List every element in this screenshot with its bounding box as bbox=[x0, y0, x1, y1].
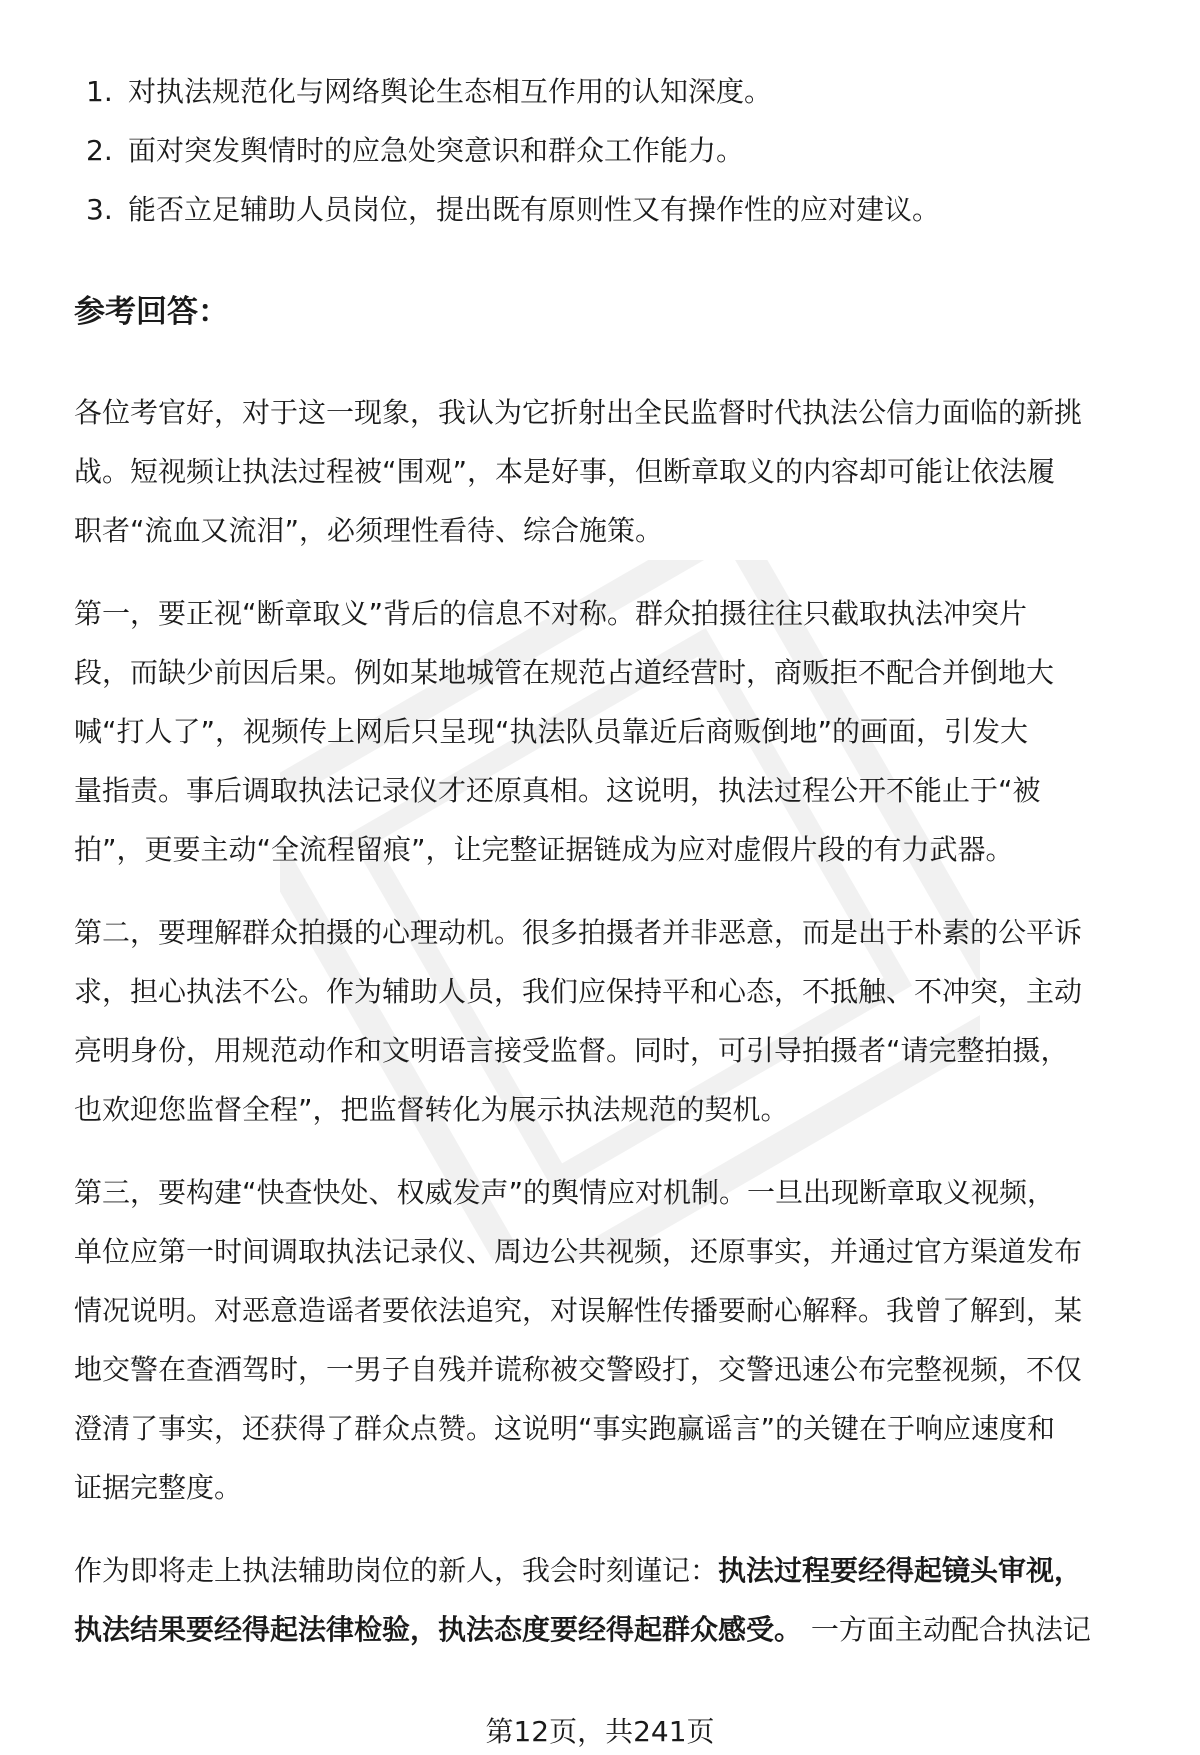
paragraph-line: 第二，要理解群众拍摄的心理动机。很多拍摄者并非恶意，而是出于朴素的公平诉 bbox=[74, 916, 1083, 949]
list-item bbox=[86, 62, 1154, 121]
third-point-paragraph bbox=[74, 1163, 1154, 1517]
closing-emphasis-text: 执法过程要经得起镜头审视， bbox=[718, 1554, 1083, 1587]
paragraph-line: 也欢迎您监督全程”，把监督转化为展示执法规范的契机。 bbox=[74, 1093, 789, 1126]
paragraph-line: 拍”，更要主动“全流程留痕”，让完整证据链成为应对虚假片段的有力武器。 bbox=[74, 833, 1014, 866]
second-point-paragraph bbox=[74, 903, 1154, 1139]
paragraph-line: 求，担心执法不公。作为辅助人员，我们应保持平和心态，不抵触、不冲突，主动 bbox=[74, 975, 1083, 1008]
closing-plain-text: 一方面主动配合执法记 bbox=[802, 1613, 1091, 1646]
paragraph-line: 职者“流血又流泪”，必须理性看待、综合施策。 bbox=[74, 514, 664, 547]
list-item-text: 能否立足辅助人员岗位，提出既有原则性又有操作性的应对建议。 bbox=[128, 193, 941, 226]
paragraph-line: 各位考官好，对于这一现象，我认为它折射出全民监督时代执法公信力面临的新挑 bbox=[74, 396, 1083, 429]
evaluation-criteria-list bbox=[74, 62, 1154, 239]
document-content bbox=[74, 62, 1154, 1659]
list-item-text: 对执法规范化与网络舆论生态相互作用的认知深度。 bbox=[128, 75, 773, 108]
closing-paragraph bbox=[74, 1541, 1154, 1659]
paragraph-line: 单位应第一时间调取执法记录仪、周边公共视频，还原事实，并通过官方渠道发布 bbox=[74, 1235, 1083, 1268]
paragraph-line: 第一，要正视“断章取义”背后的信息不对称。群众拍摄往往只截取执法冲突片 bbox=[74, 597, 1028, 630]
page-number-footer: 第12页，共241页 bbox=[485, 1715, 715, 1748]
list-item-number: 1. bbox=[86, 75, 113, 108]
paragraph-line: 地交警在查酒驾时，一男子自残并谎称被交警殴打，交警迅速公布完整视频，不仅 bbox=[74, 1353, 1083, 1386]
paragraph-line: 证据完整度。 bbox=[74, 1471, 243, 1504]
paragraph-line: 量指责。事后调取执法记录仪才还原真相。这说明，执法过程公开不能止于“被 bbox=[74, 774, 1041, 807]
paragraph-line: 战。短视频让执法过程被“围观”，本是好事，但断章取义的内容却可能让依法履 bbox=[74, 455, 1056, 488]
list-item bbox=[86, 121, 1154, 180]
answer-heading: 参考回答： bbox=[74, 294, 229, 330]
paragraph-line: 澄清了事实，还获得了群众点赞。这说明“事实跑赢谣言”的关键在于响应速度和 bbox=[74, 1412, 1056, 1445]
paragraph-line: 情况说明。对恶意造谣者要依法追究，对误解性传播要耐心解释。我曾了解到，某 bbox=[74, 1294, 1083, 1327]
list-item bbox=[86, 180, 1154, 239]
paragraph-line: 喊“打人了”，视频传上网后只呈现“执法队员靠近后商贩倒地”的画面，引发大 bbox=[74, 715, 1029, 748]
list-item-number: 3. bbox=[86, 193, 113, 226]
closing-emphasis-text: 执法结果要经得起法律检验，执法态度要经得起群众感受。 bbox=[74, 1613, 803, 1646]
list-item-number: 2. bbox=[86, 134, 113, 167]
paragraph-line: 第三，要构建“快查快处、权威发声”的舆情应对机制。一旦出现断章取义视频， bbox=[74, 1176, 1056, 1209]
paragraph-line bbox=[74, 1541, 1154, 1600]
closing-plain-text: 作为即将走上执法辅助岗位的新人，我会时刻谨记： bbox=[74, 1554, 719, 1587]
paragraph-line bbox=[74, 1600, 1154, 1659]
paragraph-line: 亮明身份，用规范动作和文明语言接受监督。同时，可引导拍摄者“请完整拍摄， bbox=[74, 1034, 1069, 1067]
paragraph-line: 段，而缺少前因后果。例如某地城管在规范占道经营时，商贩拒不配合并倒地大 bbox=[74, 656, 1055, 689]
first-point-paragraph bbox=[74, 584, 1154, 879]
list-item-text: 面对突发舆情时的应急处突意识和群众工作能力。 bbox=[128, 134, 745, 167]
intro-paragraph bbox=[74, 383, 1154, 560]
